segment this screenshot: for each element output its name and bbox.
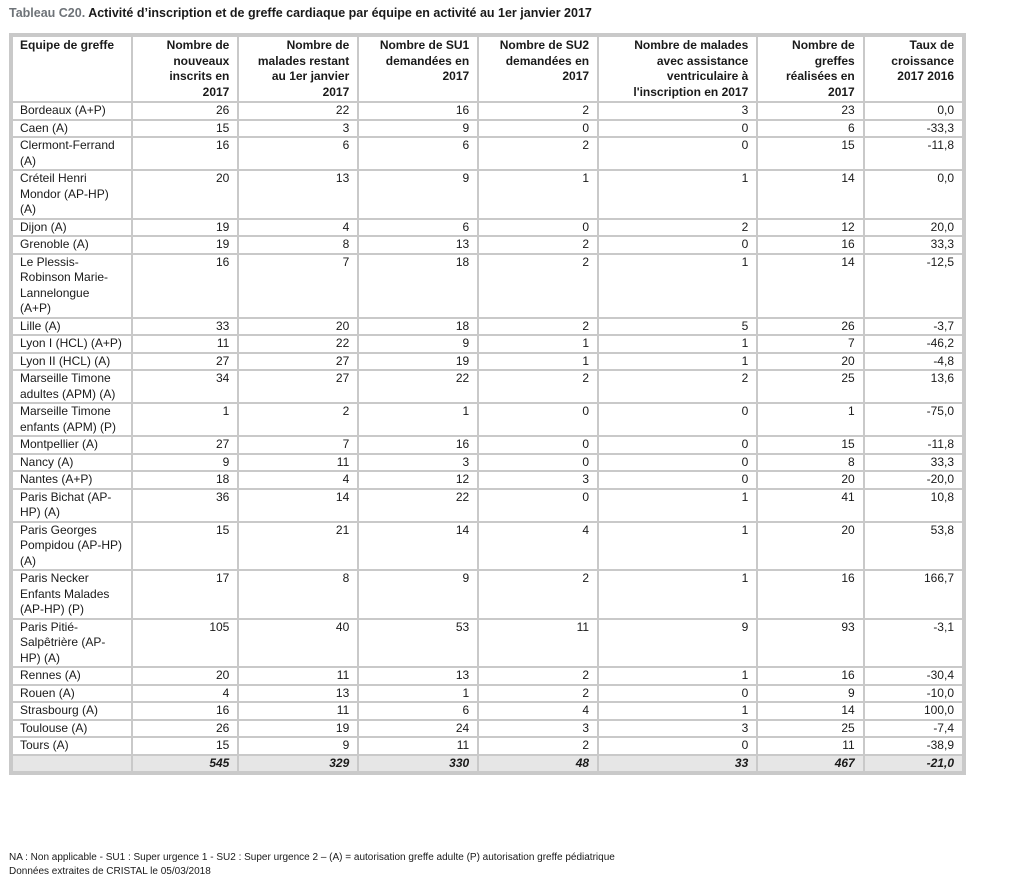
table-row xyxy=(13,404,962,435)
team-name-cell: Bordeaux (A+P) xyxy=(13,103,131,119)
table-cell: 16 xyxy=(133,138,237,169)
table-cell: 6 xyxy=(239,138,357,169)
table-cell: 22 xyxy=(239,336,357,352)
table-cell: 2 xyxy=(479,686,597,702)
table-row xyxy=(13,354,962,370)
table-cell: 18 xyxy=(133,472,237,488)
team-name-cell: Créteil Henri Mondor (AP-HP) (A) xyxy=(13,171,131,218)
table-cell: -11,8 xyxy=(865,138,962,169)
table-cell: 23 xyxy=(758,103,862,119)
table-cell: 11 xyxy=(133,336,237,352)
table-cell: 2 xyxy=(479,138,597,169)
table-cell: 18 xyxy=(359,255,477,317)
table-cell: 53,8 xyxy=(865,523,962,570)
table-cell: 16 xyxy=(359,437,477,453)
column-header-patients-remaining: Nombre de malades restant au 1er janvier 2017 xyxy=(239,37,357,101)
table-cell: -3,7 xyxy=(865,319,962,335)
table-cell: 4 xyxy=(479,523,597,570)
table-cell: 26 xyxy=(758,319,862,335)
table-cell: 7 xyxy=(239,255,357,317)
table-cell: 22 xyxy=(239,103,357,119)
team-name-cell: Dijon (A) xyxy=(13,220,131,236)
table-cell: 1 xyxy=(599,336,756,352)
table-cell: -38,9 xyxy=(865,738,962,754)
table-body xyxy=(13,103,962,771)
column-header-growth-rate: Taux de croissance 2017 2016 xyxy=(865,37,962,101)
table-cell: 20 xyxy=(133,171,237,218)
team-name-cell: Marseille Timone adultes (APM) (A) xyxy=(13,371,131,402)
table-row xyxy=(13,620,962,667)
table-cell: -20,0 xyxy=(865,472,962,488)
table-row xyxy=(13,220,962,236)
table-row xyxy=(13,255,962,317)
table-cell: 22 xyxy=(359,371,477,402)
table-cell: -33,3 xyxy=(865,121,962,137)
total-value-cell: 467 xyxy=(758,756,862,772)
table-cell: 1 xyxy=(599,523,756,570)
table-cell: 9 xyxy=(359,171,477,218)
table-cell: 9 xyxy=(599,620,756,667)
table-title-text: Activité d’inscription et de greffe cardiaque par équipe en activité au 1er janvier 2017 xyxy=(88,6,592,20)
table-cell: 40 xyxy=(239,620,357,667)
table-cell: -75,0 xyxy=(865,404,962,435)
table-total-row xyxy=(13,756,962,772)
table-cell: 12 xyxy=(758,220,862,236)
table-cell: 1 xyxy=(133,404,237,435)
table-cell: 11 xyxy=(758,738,862,754)
table-cell: 11 xyxy=(239,455,357,471)
table-cell: 19 xyxy=(133,220,237,236)
table-cell: 15 xyxy=(133,121,237,137)
column-header-su1-requested: Nombre de SU1 demandées en 2017 xyxy=(359,37,477,101)
table-cell: 14 xyxy=(359,523,477,570)
table-cell: 4 xyxy=(479,703,597,719)
table-cell: 6 xyxy=(359,138,477,169)
table-cell: 11 xyxy=(239,703,357,719)
table-cell: 20 xyxy=(758,472,862,488)
table-cell: 2 xyxy=(599,220,756,236)
team-name-cell: Lyon I (HCL) (A+P) xyxy=(13,336,131,352)
table-cell: 2 xyxy=(479,668,597,684)
table-cell: -10,0 xyxy=(865,686,962,702)
table-cell: 0 xyxy=(479,490,597,521)
table-cell: 0 xyxy=(599,404,756,435)
table-cell: 10,8 xyxy=(865,490,962,521)
table-cell: 6 xyxy=(758,121,862,137)
total-label-cell xyxy=(13,756,131,772)
table-cell: 0 xyxy=(599,437,756,453)
table-cell: 9 xyxy=(359,571,477,618)
table-cell: 25 xyxy=(758,371,862,402)
table-cell: 14 xyxy=(758,703,862,719)
footnotes xyxy=(9,851,615,879)
table-cell: 1 xyxy=(359,404,477,435)
table-cell: 100,0 xyxy=(865,703,962,719)
column-header-ventricular-assist: Nombre de malades avec assistance ventriculaire à l'inscription en 2017 xyxy=(599,37,756,101)
table-cell: 11 xyxy=(359,738,477,754)
table-cell: 9 xyxy=(359,336,477,352)
table-cell: 7 xyxy=(758,336,862,352)
table-cell: 33,3 xyxy=(865,455,962,471)
team-name-cell: Le Plessis-Robinson Marie-Lannelongue (A+P) xyxy=(13,255,131,317)
table-cell: 2 xyxy=(479,738,597,754)
table-cell: 27 xyxy=(239,354,357,370)
table-cell: 41 xyxy=(758,490,862,521)
table-cell: 3 xyxy=(359,455,477,471)
table-cell: 0 xyxy=(479,121,597,137)
table-cell: 20,0 xyxy=(865,220,962,236)
table-cell: 1 xyxy=(479,354,597,370)
table-cell: 0 xyxy=(599,472,756,488)
table-cell: 13 xyxy=(359,237,477,253)
table-row xyxy=(13,121,962,137)
table-title-prefix: Tableau C20. xyxy=(9,6,86,20)
table-cell: 33,3 xyxy=(865,237,962,253)
team-name-cell: Marseille Timone enfants (APM) (P) xyxy=(13,404,131,435)
total-value-cell: 48 xyxy=(479,756,597,772)
team-name-cell: Paris Necker Enfants Malades (AP-HP) (P) xyxy=(13,571,131,618)
table-cell: 0 xyxy=(599,455,756,471)
table-cell: 2 xyxy=(479,371,597,402)
table-row xyxy=(13,237,962,253)
table-cell: 5 xyxy=(599,319,756,335)
table-title xyxy=(9,6,592,20)
table-cell: 1 xyxy=(359,686,477,702)
table-cell: 22 xyxy=(359,490,477,521)
table-row xyxy=(13,668,962,684)
column-header-transplants-performed: Nombre de greffes réalisées en 2017 xyxy=(758,37,862,101)
table-cell: 9 xyxy=(758,686,862,702)
transplant-activity-table xyxy=(11,35,964,773)
table-cell: 8 xyxy=(239,237,357,253)
table-cell: 19 xyxy=(359,354,477,370)
table-cell: 13,6 xyxy=(865,371,962,402)
table-cell: 16 xyxy=(758,571,862,618)
table-cell: 16 xyxy=(133,703,237,719)
table-cell: 0 xyxy=(599,138,756,169)
table-cell: 13 xyxy=(239,171,357,218)
table-cell: 2 xyxy=(239,404,357,435)
table-cell: 1 xyxy=(599,255,756,317)
table-cell: -4,8 xyxy=(865,354,962,370)
table-cell: 16 xyxy=(758,237,862,253)
table-cell: 3 xyxy=(599,721,756,737)
table-cell: 0 xyxy=(479,404,597,435)
table-cell: 0 xyxy=(479,437,597,453)
table-row xyxy=(13,437,962,453)
table-cell: 0,0 xyxy=(865,103,962,119)
table-cell: 15 xyxy=(758,138,862,169)
footnote-abbreviations: NA : Non applicable - SU1 : Super urgence 1 - SU2 : Super urgence 2 – (A) = autorisation greffe adulte (P) autorisation greffe pédiatrique xyxy=(9,852,615,863)
table-cell: -12,5 xyxy=(865,255,962,317)
total-value-cell: 329 xyxy=(239,756,357,772)
table-row xyxy=(13,571,962,618)
table-cell: -7,4 xyxy=(865,721,962,737)
table-cell: 7 xyxy=(239,437,357,453)
table-cell: 1 xyxy=(599,703,756,719)
table-row xyxy=(13,490,962,521)
table-cell: 53 xyxy=(359,620,477,667)
table-cell: 9 xyxy=(359,121,477,137)
table-cell: 2 xyxy=(479,103,597,119)
table-cell: 8 xyxy=(758,455,862,471)
table-row xyxy=(13,686,962,702)
total-value-cell: -21,0 xyxy=(865,756,962,772)
footnote-data-source: Données extraites de CRISTAL le 05/03/2018 xyxy=(9,866,211,877)
table-cell: 6 xyxy=(359,220,477,236)
table-cell: 26 xyxy=(133,721,237,737)
table-row xyxy=(13,319,962,335)
table-cell: 27 xyxy=(239,371,357,402)
table-cell: 19 xyxy=(239,721,357,737)
team-name-cell: Montpellier (A) xyxy=(13,437,131,453)
table-row xyxy=(13,703,962,719)
table-row xyxy=(13,472,962,488)
table-cell: 12 xyxy=(359,472,477,488)
column-header-su2-requested: Nombre de SU2 demandées en 2017 xyxy=(479,37,597,101)
table-cell: 27 xyxy=(133,354,237,370)
team-name-cell: Caen (A) xyxy=(13,121,131,137)
table-row xyxy=(13,738,962,754)
table-cell: 17 xyxy=(133,571,237,618)
table-cell: 11 xyxy=(239,668,357,684)
data-table-frame xyxy=(9,33,966,775)
column-header-team: Equipe de greffe xyxy=(13,37,131,101)
table-cell: 1 xyxy=(599,668,756,684)
table-cell: 0 xyxy=(599,738,756,754)
table-cell: 4 xyxy=(133,686,237,702)
table-cell: 24 xyxy=(359,721,477,737)
table-cell: 1 xyxy=(758,404,862,435)
team-name-cell: Paris Georges Pompidou (AP-HP) (A) xyxy=(13,523,131,570)
table-cell: 93 xyxy=(758,620,862,667)
table-cell: 4 xyxy=(239,220,357,236)
table-cell: 0,0 xyxy=(865,171,962,218)
table-row xyxy=(13,171,962,218)
table-cell: 2 xyxy=(479,237,597,253)
table-cell: 0 xyxy=(479,220,597,236)
table-cell: 0 xyxy=(599,237,756,253)
table-cell: 34 xyxy=(133,371,237,402)
team-name-cell: Nancy (A) xyxy=(13,455,131,471)
table-cell: 36 xyxy=(133,490,237,521)
table-cell: 14 xyxy=(239,490,357,521)
table-cell: 1 xyxy=(479,336,597,352)
table-cell: 15 xyxy=(133,738,237,754)
team-name-cell: Paris Bichat (AP-HP) (A) xyxy=(13,490,131,521)
table-cell: 0 xyxy=(479,455,597,471)
table-cell: 16 xyxy=(133,255,237,317)
table-cell: 13 xyxy=(359,668,477,684)
table-cell: -3,1 xyxy=(865,620,962,667)
table-cell: 4 xyxy=(239,472,357,488)
table-cell: 2 xyxy=(479,255,597,317)
table-cell: 6 xyxy=(359,703,477,719)
table-cell: 15 xyxy=(758,437,862,453)
table-cell: 21 xyxy=(239,523,357,570)
table-cell: 2 xyxy=(479,319,597,335)
table-cell: 14 xyxy=(758,171,862,218)
table-cell: 105 xyxy=(133,620,237,667)
total-value-cell: 33 xyxy=(599,756,756,772)
team-name-cell: Grenoble (A) xyxy=(13,237,131,253)
table-cell: 9 xyxy=(239,738,357,754)
table-cell: 33 xyxy=(133,319,237,335)
team-name-cell: Lille (A) xyxy=(13,319,131,335)
table-cell: 166,7 xyxy=(865,571,962,618)
table-cell: 20 xyxy=(239,319,357,335)
table-cell: 13 xyxy=(239,686,357,702)
team-name-cell: Paris Pitié-Salpêtrière (AP-HP) (A) xyxy=(13,620,131,667)
table-cell: 1 xyxy=(479,171,597,218)
table-cell: 16 xyxy=(359,103,477,119)
table-row xyxy=(13,103,962,119)
total-value-cell: 545 xyxy=(133,756,237,772)
table-header-row xyxy=(13,37,962,101)
table-cell: 20 xyxy=(758,523,862,570)
team-name-cell: Lyon II (HCL) (A) xyxy=(13,354,131,370)
table-cell: 16 xyxy=(758,668,862,684)
table-cell: 8 xyxy=(239,571,357,618)
table-cell: 2 xyxy=(479,571,597,618)
column-header-new-registrations: Nombre de nouveaux inscrits en 2017 xyxy=(133,37,237,101)
table-cell: 3 xyxy=(599,103,756,119)
table-row xyxy=(13,371,962,402)
table-row xyxy=(13,138,962,169)
table-cell: 20 xyxy=(758,354,862,370)
table-cell: 27 xyxy=(133,437,237,453)
table-row xyxy=(13,455,962,471)
table-cell: 1 xyxy=(599,490,756,521)
table-cell: 1 xyxy=(599,354,756,370)
table-cell: 26 xyxy=(133,103,237,119)
table-row xyxy=(13,523,962,570)
team-name-cell: Rouen (A) xyxy=(13,686,131,702)
table-cell: 19 xyxy=(133,237,237,253)
table-cell: 0 xyxy=(599,121,756,137)
table-cell: 11 xyxy=(479,620,597,667)
table-cell: 3 xyxy=(239,121,357,137)
team-name-cell: Tours (A) xyxy=(13,738,131,754)
table-cell: 25 xyxy=(758,721,862,737)
table-cell: 14 xyxy=(758,255,862,317)
team-name-cell: Toulouse (A) xyxy=(13,721,131,737)
table-cell: -30,4 xyxy=(865,668,962,684)
table-cell: 15 xyxy=(133,523,237,570)
table-cell: -11,8 xyxy=(865,437,962,453)
table-cell: 1 xyxy=(599,171,756,218)
table-cell: 20 xyxy=(133,668,237,684)
table-cell: 9 xyxy=(133,455,237,471)
table-cell: -46,2 xyxy=(865,336,962,352)
table-cell: 0 xyxy=(599,686,756,702)
table-cell: 2 xyxy=(599,371,756,402)
team-name-cell: Nantes (A+P) xyxy=(13,472,131,488)
table-row xyxy=(13,336,962,352)
team-name-cell: Clermont-Ferrand (A) xyxy=(13,138,131,169)
table-row xyxy=(13,721,962,737)
table-cell: 18 xyxy=(359,319,477,335)
team-name-cell: Strasbourg (A) xyxy=(13,703,131,719)
table-cell: 3 xyxy=(479,472,597,488)
table-cell: 1 xyxy=(599,571,756,618)
team-name-cell: Rennes (A) xyxy=(13,668,131,684)
total-value-cell: 330 xyxy=(359,756,477,772)
table-cell: 3 xyxy=(479,721,597,737)
